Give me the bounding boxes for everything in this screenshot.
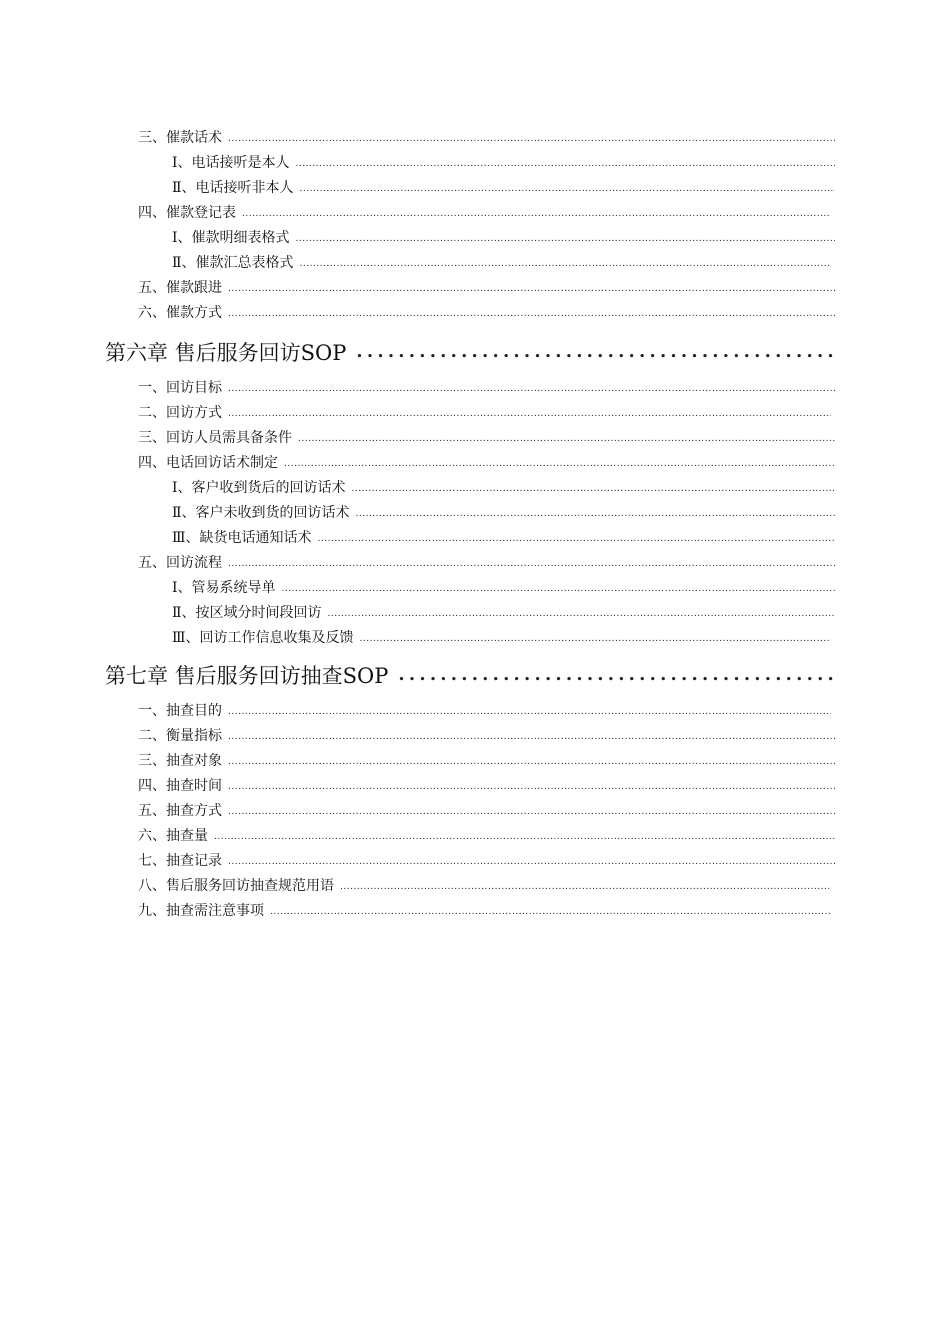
- toc-entry: [172, 629, 831, 647]
- toc-entry-label: Ⅰ、客户收到货后的回访话术: [172, 480, 346, 496]
- toc-entry-label: 三、抽查对象: [138, 753, 222, 769]
- dot-leader: [228, 379, 835, 397]
- toc-entry-label: Ⅰ、催款明细表格式: [172, 230, 290, 246]
- toc-entry: [138, 777, 835, 795]
- toc-entry-label: 三、催款话术: [138, 130, 222, 146]
- toc-entry-label: Ⅱ、按区域分时间段回访: [172, 605, 322, 621]
- toc-entry: [138, 727, 835, 745]
- dot-leader: [328, 604, 835, 622]
- toc-entry-label: 一、回访目标: [138, 380, 222, 396]
- dot-leader: [228, 304, 835, 322]
- dot-leader: [228, 554, 835, 572]
- dot-leader: [360, 629, 831, 647]
- dot-leader: [228, 279, 835, 297]
- toc-entry: [138, 702, 831, 720]
- toc-entry: [138, 129, 835, 147]
- dot-leader: [340, 877, 831, 895]
- toc-entry: [138, 429, 835, 447]
- dot-leader: [356, 504, 835, 522]
- toc-entry: [138, 304, 835, 322]
- toc-entry-label: 二、回访方式: [138, 405, 222, 421]
- toc-entry-label: Ⅱ、客户未收到货的回访话术: [172, 505, 350, 521]
- dot-leader: [228, 129, 835, 147]
- dot-leader: [300, 254, 831, 272]
- dot-leader: [228, 702, 831, 720]
- toc-entry-label: 四、电话回访话术制定: [138, 455, 278, 471]
- toc-entry-label: 一、抽查目的: [138, 703, 222, 719]
- chapter-title: 第七章 售后服务回访抽查SOP: [105, 664, 389, 688]
- dot-leader: [356, 340, 835, 366]
- toc-entry: [172, 254, 831, 272]
- toc-entry-label: 三、回访人员需具备条件: [138, 430, 292, 446]
- dot-leader: [228, 727, 835, 745]
- toc-entry-label: 七、抽查记录: [138, 853, 222, 869]
- dot-leader: [228, 852, 835, 870]
- toc-entry-label: 八、售后服务回访抽查规范用语: [138, 878, 334, 894]
- dot-leader: [214, 827, 835, 845]
- dot-leader: [298, 429, 835, 447]
- dot-leader: [242, 204, 831, 222]
- toc-entry: [172, 229, 835, 247]
- toc-entry: [138, 877, 831, 895]
- toc-entry: [138, 379, 835, 397]
- toc-entry: [172, 529, 835, 547]
- toc-entry-label: 五、催款跟进: [138, 280, 222, 296]
- toc-entry-label: 九、抽查需注意事项: [138, 903, 264, 919]
- toc-entry: [138, 752, 835, 770]
- dot-leader: [318, 529, 835, 547]
- toc-entry: [138, 902, 831, 920]
- toc-entry: [172, 179, 835, 197]
- toc-entry-label: Ⅲ、回访工作信息收集及反馈: [172, 630, 354, 646]
- toc-entry-label: 六、催款方式: [138, 305, 222, 321]
- toc-entry: [172, 154, 835, 172]
- dot-leader: [352, 479, 835, 497]
- toc-entry: [138, 404, 831, 422]
- toc-entry: [138, 827, 835, 845]
- dot-leader: [296, 229, 835, 247]
- toc-entry: [138, 554, 835, 572]
- toc-entry: [138, 852, 835, 870]
- toc-entry-label: Ⅱ、催款汇总表格式: [172, 255, 294, 271]
- toc-entry: [172, 504, 835, 522]
- toc-chapter-heading: [105, 340, 835, 366]
- toc-entry-label: Ⅰ、管易系统导单: [172, 580, 276, 596]
- chapter-title: 第六章 售后服务回访SOP: [105, 341, 347, 365]
- toc-entry-label: 五、抽查方式: [138, 803, 222, 819]
- toc-entry-label: 五、回访流程: [138, 555, 222, 571]
- toc-entry: [172, 479, 835, 497]
- dot-leader: [398, 663, 835, 689]
- dot-leader: [284, 454, 835, 472]
- toc-entry: [138, 454, 835, 472]
- toc-entry: [138, 279, 835, 297]
- toc-entry-label: Ⅰ、电话接听是本人: [172, 155, 290, 171]
- dot-leader: [228, 777, 835, 795]
- toc-entry-label: 六、抽查量: [138, 828, 208, 844]
- dot-leader: [296, 154, 835, 172]
- toc-entry-label: 二、衡量指标: [138, 728, 222, 744]
- toc-entry-label: 四、催款登记表: [138, 205, 236, 221]
- toc-entry-label: Ⅲ、缺货电话通知话术: [172, 530, 312, 546]
- dot-leader: [228, 802, 835, 820]
- toc-entry-label: Ⅱ、电话接听非本人: [172, 180, 294, 196]
- dot-leader: [300, 179, 835, 197]
- toc-entry: [138, 204, 831, 222]
- toc-entry: [172, 579, 835, 597]
- dot-leader: [270, 902, 831, 920]
- toc-entry-label: 四、抽查时间: [138, 778, 222, 794]
- dot-leader: [228, 404, 831, 422]
- toc-chapter-heading: [105, 663, 835, 689]
- dot-leader: [228, 752, 835, 770]
- toc-entry: [172, 604, 835, 622]
- toc-entry: [138, 802, 835, 820]
- dot-leader: [282, 579, 835, 597]
